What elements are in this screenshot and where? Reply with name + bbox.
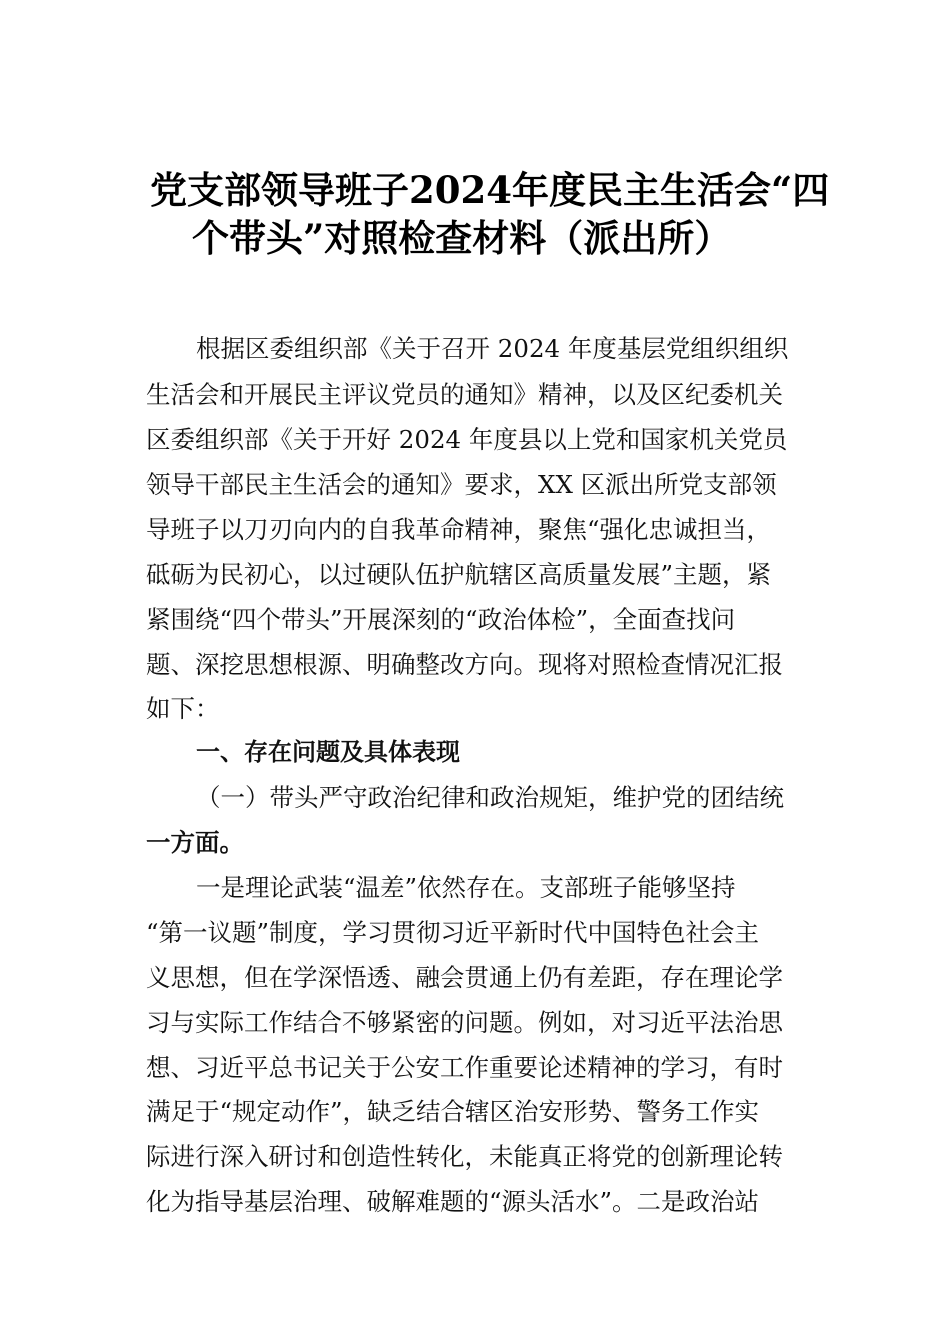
paragraph-2-line: 一是理论武装“温差”依然存在。支部班子能够坚持 — [196, 873, 736, 902]
document-title-line-2: 个带头”对照检查材料（派出所） — [192, 216, 732, 260]
paragraph-1-line: 砥砺为民初心，以过硬队伍护航辖区高质量发展”主题，紧 — [146, 560, 772, 589]
paragraph-2-line: “第一议题”制度，学习贯彻习近平新时代中国特色社会主 — [146, 918, 760, 947]
paragraph-1-line: 如下： — [146, 694, 220, 723]
paragraph-2-line: 义思想，但在学深悟透、融会贯通上仍有差距，存在理论学 — [146, 963, 783, 992]
subsection-heading-line: 一方面。 — [146, 828, 244, 857]
paragraph-1-line: 题、深挖思想根源、明确整改方向。现将对照检查情况汇报 — [146, 650, 783, 679]
subsection-heading-line: （一）带头严守政治纪律和政治规矩，维护党的团结统 — [196, 783, 784, 812]
paragraph-2-line: 习与实际工作结合不够紧密的问题。例如，对习近平法治思 — [146, 1008, 783, 1037]
paragraph-1-line: 领导干部民主生活会的通知》要求，XX 区派出所党支部领 — [146, 470, 777, 499]
paragraph-1-line: 根据区委组织部《关于召开 2024 年度基层党组织组织 — [196, 334, 789, 363]
paragraph-2-line: 想、习近平总书记关于公安工作重要论述精神的学习，有时 — [146, 1053, 783, 1082]
paragraph-1-line: 区委组织部《关于开好 2024 年度县以上党和国家机关党员 — [146, 425, 788, 454]
paragraph-1-line: 导班子以刀刃向内的自我革命精神，聚焦“强化忠诚担当， — [146, 515, 772, 544]
paragraph-2-line: 满足于“规定动作”，缺乏结合辖区治安形势、警务工作实 — [146, 1097, 760, 1126]
paragraph-1-line: 紧围绕“四个带头”开展深刻的“政治体检”，全面查找问 — [146, 605, 736, 634]
section-heading: 一、存在问题及具体表现 — [196, 738, 460, 766]
document-title-line-1: 党支部领导班子2024年度民主生活会“四 — [150, 168, 830, 212]
paragraph-2-line: 化为指导基层治理、破解难题的“源头活水”。二是政治站 — [146, 1187, 760, 1216]
paragraph-2-line: 际进行深入研讨和创造性转化，未能真正将党的创新理论转 — [146, 1142, 783, 1171]
paragraph-1-line: 生活会和开展民主评议党员的通知》精神，以及区纪委机关 — [146, 380, 783, 409]
